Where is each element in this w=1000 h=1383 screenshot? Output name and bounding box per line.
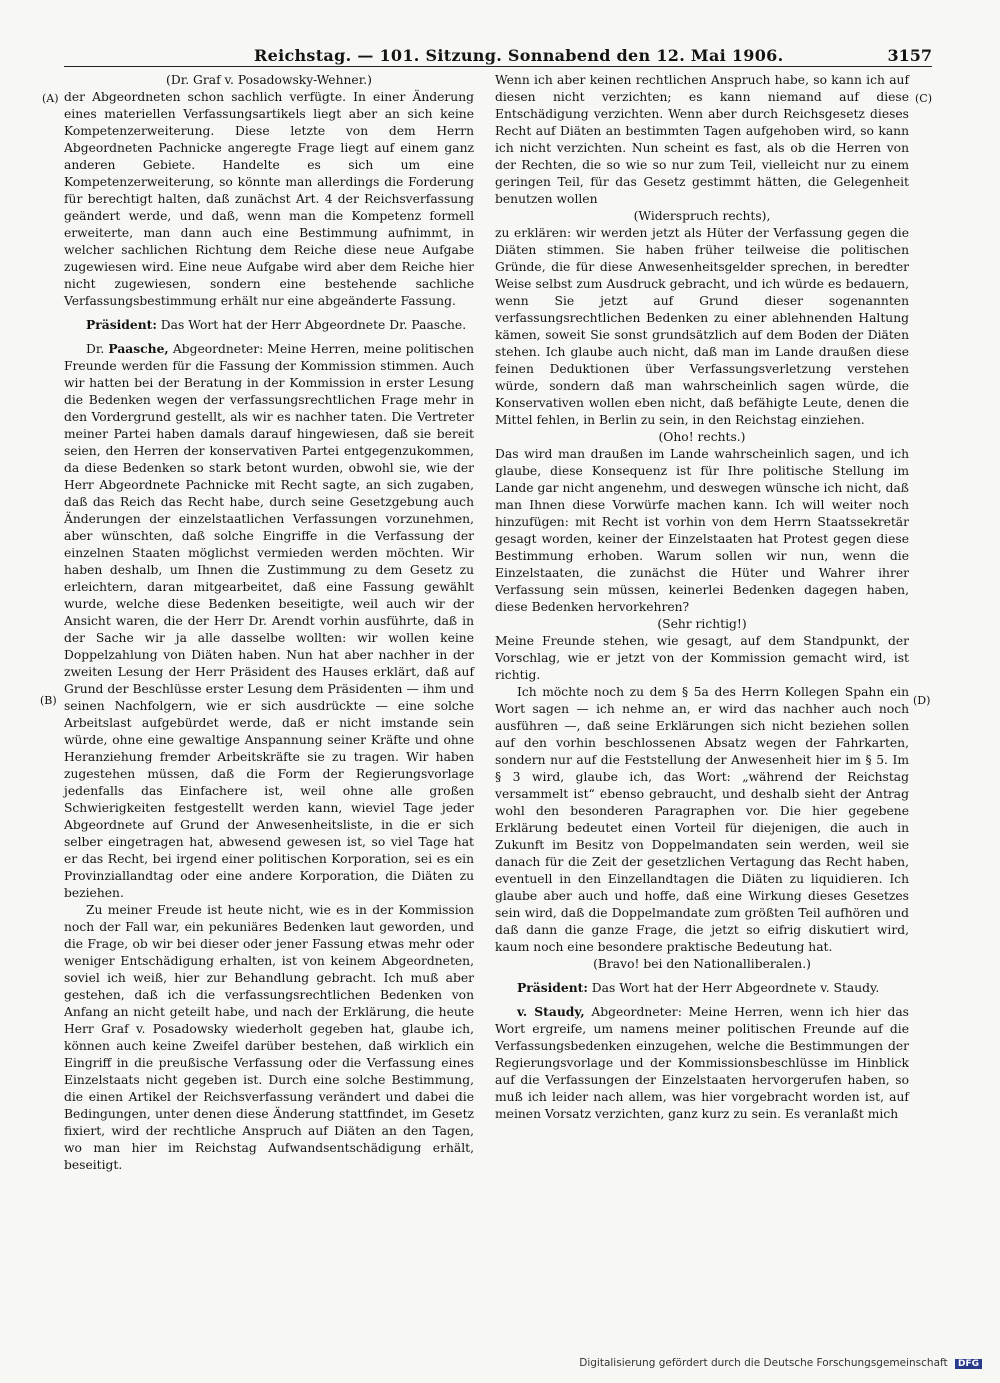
running-title: Reichstag. — 101. Sitzung. Sonnabend den 12. Mai 1906.	[254, 46, 784, 65]
president-text: Das Wort hat der Herr Abgeordnete v. Staudy.	[587, 981, 880, 995]
speech-text: Abgeordneter: Meine Herren, wenn ich hier das Wort ergreife, um namens meiner politischen Freunde auf die Verfassungsbedenken einzugehen, welche die Bestimmungen der Regierungsvorlage und der Kommissionsbeschlüsse im Hinblick auf die Verfassungen der Einzelstaaten hervorgerufen haben, so muß ich leider nach allem, was hier vorgebracht worden ist, auf meinen Vorsatz verzichten, ganz kurz zu sein. Es veranlaßt mich	[495, 1005, 909, 1121]
speech-paasche	[64, 340, 474, 902]
president-label: Präsident:	[517, 980, 588, 995]
interjection: (Sehr richtig!)	[657, 617, 747, 631]
speaker-name: Paasche,	[108, 341, 169, 356]
paragraph: zu erklären: wir werden jetzt als Hüter der Verfassung gegen die Diäten stimmen. Sie haben früher teilweise die politischen Gründe, die für diese Anwesenheitsgelder sprechen, in beredter Weise selbst zum Ausdruck gebracht, und ich würde es bedauern, wenn Sie jetzt auf Grund dieser sogenannten verfassungsrechtlichen Bedenken zu einer ablehnenden Haltung kämen, soweit Sie sonst grundsätzlich auf dem Boden der Diäten stehen. Ich glaube auch nicht, daß man im Lande draußen diese feinen Deduktionen über Verfassungsverletzung verstehen würde, sondern daß man wahrscheinlich sagen würde, die Konservativen wollen eben nicht, daß befähigte Leute, denen die Mittel fehlen, in Berlin zu sein, in den Reichstag einziehen.	[495, 226, 909, 427]
margin-mark-c: (C)	[915, 92, 932, 105]
paragraph: Meine Freunde stehen, wie gesagt, auf dem Standpunkt, der Vorschlag, wie er jetzt von der Kommission gemacht wird, ist richtig.	[495, 634, 909, 682]
interjection: (Bravo! bei den Nationalliberalen.)	[593, 957, 811, 971]
margin-mark-b: (B)	[40, 694, 57, 707]
page-number: 3157	[887, 46, 932, 65]
paragraph: Wenn ich aber keinen rechtlichen Anspruch habe, so kann ich auf diesen nicht verzichten; es kann niemand auf diese Entschädigung verzichten. Wenn aber durch Reichsgesetz dieses Recht auf Diäten an bestimmten Tagen aufgehoben wird, so kann ich nicht verzichten. Nun scheint es fast, als ob die Herren von der Rechten, die so wie so nur zum Teil, vielleicht nur zu einem geringen Teil, für das Gesetz gestimmt hätten, die Gelegenheit benutzen wollen	[495, 73, 909, 206]
paragraph: Ich möchte noch zu dem § 5a des Herrn Kollegen Spahn ein Wort sagen — ich nehme an, er wird das nachher auch noch ausführen —, daß seine Erklärungen sich nicht beziehen sollen auf den vorhin beschlossenen Absatz wegen der Fahrkarten, sondern nur auf die Feststellung der Anwesenheit hier im § 5. Im § 3 wird, glaube ich, das Wort: „während der Reichstag versammelt ist“ ebenso gebraucht, und deshalb sieht der Antrag wohl den besonderen Paragraphen vor. Die hier gegebene Erklärung bedeutet einen Vorteil für diejenigen, die auch in Zukunft im Besitz von Doppelmandaten sein werden, weil sie danach für die Zeit der gesetzlichen Vertagung das Recht haben, eventuell in den Einzellandtagen die Diäten zu liquidieren. Ich glaube aber auch und hoffe, daß eine Wirkung dieses Gesetzes sein wird, daß die Doppelmandate zum größten Teil aufhören und daß dann die ganze Frage, die jetzt so eifrig diskutiert wird, kaum noch eine besondere praktische Bedeutung hat.	[495, 685, 909, 954]
speaker-prefix: Dr.	[86, 342, 109, 356]
interjection: (Oho! rechts.)	[658, 430, 746, 444]
paragraph: Zu meiner Freude ist heute nicht, wie es in der Kommission noch der Fall war, ein pekuniäres Bedenken laut geworden, und die Frage, ob wir bei dieser oder jener Fassung etwas mehr oder weniger Entschädigung erhalten, ist von keinem Abgeordneten, soviel ich weiß, hier zur Behandlung gebracht. Ich muß aber gestehen, daß ich die verfassungsrechtlichen Bedenken von Anfang an nicht geteilt habe, und nach der Erklärung, die heute Herr Graf v. Posadowsky wiederholt gegeben hat, glaube ich, können auch keine Zweifel darüber bestehen, daß wirklich ein Eingriff in die preußische Verfassung oder die Verfassung eines Einzelstaats nicht gegeben ist. Durch eine solche Bestimmung, die einen Artikel der Reichsverfassung verändert und dabei die Bedingungen, unter denen diese Änderung stattfindet, im Gesetz fixiert, wird der rechtliche Anspruch auf Diäten an den Tagen, wo man hier im Reichstag Aufwandsentschädigung erhält, beseitigt.	[64, 903, 474, 1172]
left-column	[64, 72, 474, 1174]
margin-mark-d: (D)	[913, 694, 931, 707]
president-label: Präsident:	[86, 317, 157, 332]
footer	[579, 1357, 982, 1369]
right-column	[495, 72, 909, 1123]
margin-mark-a: (A)	[42, 92, 59, 105]
speech-text: Abgeordneter: Meine Herren, meine politischen Freunde werden für die Fassung der Kommission stimmen. Auch wir hatten bei der Beratung in der Kommission in erster Lesung die Bedenken wegen der verfassungsrechtlichen Frage mehr in den Vordergrund gestellt, als wir es nachher taten. Die Vertreter meiner Partei haben damals darauf hingewiesen, daß sie bereit seien, den Herren der konservativen Partei entgegenzukommen, da diese Bedenken so stark betont wurden, obwohl sie, wie der Herr Abgeordnete Pachnicke mit Recht sagte, an sich zugaben, daß das Reich das Recht habe, durch seine Gesetzgebung auch Änderungen der einzelstaatlichen Verfassungen vorzunehmen, aber wünschten, daß solche Eingriffe in die Verfassung der einzelnen Staaten möglichst vermieden werden möchten. Wir haben deshalb, um Ihnen die Zustimmung zu dem Gesetz zu erleichtern, daran mitgearbeitet, daß eine Fassung gewählt wurde, welche diese Bedenken beseitigte, weil auch wir der Ansicht waren, die der Herr Dr. Arendt vorhin ausführte, daß in der Sache wir ja alle dasselbe wollten: wir wollen keine Doppelzahlung von Diäten haben. Nun hat aber nachher in der zweiten Lesung der Herr Präsident des Hauses erklärt, daß auf Grund der Beschlüsse erster Lesung dem Präsidenten — ihm und seinen Nachfolgern, wie er sich ausdrückte — eine solche Arbeitslast aufgebürdet werde, daß er nicht imstande sein würde, ohne eine gewaltige Anspannung seiner Kräfte und ohne Heranziehung fremder Arbeitskräfte sie zu tragen. Wir haben zugestehen müssen, daß die Form der Regierungsvorlage jedenfalls das Einfachere ist, weil ohne alle großen Schwierigkeiten festgestellt werden kann, wieviel Tage jeder Abgeordnete auf Grund der Anwesenheitsliste, in die er sich selber eingetragen hat, abwesend gewesen ist, so viel Tage hat er das Recht, bei irgend einer politischen Korporation, sei es ein Provinziallandtag oder eine andere Korporation, die Diäten zu beziehen.	[64, 342, 474, 900]
speaker-reference: (Dr. Graf v. Posadowsky-Wehner.)	[166, 73, 372, 87]
footer-text: Digitalisierung gefördert durch die Deutsche Forschungsgemeinschaft	[579, 1357, 948, 1369]
paragraph: Das wird man draußen im Lande wahrscheinlich sagen, und ich glaube, diese Konsequenz ist für Ihre politische Stellung im Lande gar nicht angenehm, und deswegen wünsche ich nicht, daß man Ihnen diese Vorwürfe machen kann. Ich will weiter noch hinzufügen: mit Recht ist vorhin von dem Herrn Staatssekretär gesagt worden, keiner der Einzelstaaten hat Protest gegen diese Bestimmung erhoben. Warum sollen wir nun, wenn die Einzelstaaten, die zunächst die Hüter und Wahrer ihrer Verfassung sein müssen, keinerlei Bedenken dagegen haben, diese Bedenken hervorkehren?	[495, 447, 909, 614]
president-line	[64, 316, 474, 334]
speaker-name: v. Staudy,	[517, 1004, 585, 1019]
header-rule	[64, 66, 932, 67]
speech-staudy	[495, 1003, 909, 1123]
interjection: (Widerspruch rechts),	[633, 209, 771, 223]
paragraph: der Abgeordneten schon sachlich verfügte. In einer Änderung eines materiellen Verfassungsartikels liegt aber an sich keine Kompetenzerweiterung. Diese letzte von dem Herrn Abgeordneten Pachnicke angeregte Frage liegt auf einem ganz anderen Gebiete. Handelte es sich um eine Kompetenzerweiterung, so könnte man allerdings die Forderung für berechtigt halten, daß zunächst Art. 4 der Reichsverfassung geändert werde, und daß, wenn man die Kompetenz formell erweiterte, man dann auch eine Bestimmung aufnimmt, in welcher sachlichen Richtung dem Reiche diese neue Aufgabe zugewiesen wird. Eine neue Aufgabe wird aber dem Reiche hier nicht zugewiesen, sondern eine bestehende sachliche Verfassungsbestimmung erhält nur eine abgeänderte Fassung.	[64, 90, 474, 308]
president-text: Das Wort hat der Herr Abgeordnete Dr. Paasche.	[156, 318, 467, 332]
dfg-logo: DFG	[955, 1359, 982, 1369]
president-line	[495, 979, 909, 997]
